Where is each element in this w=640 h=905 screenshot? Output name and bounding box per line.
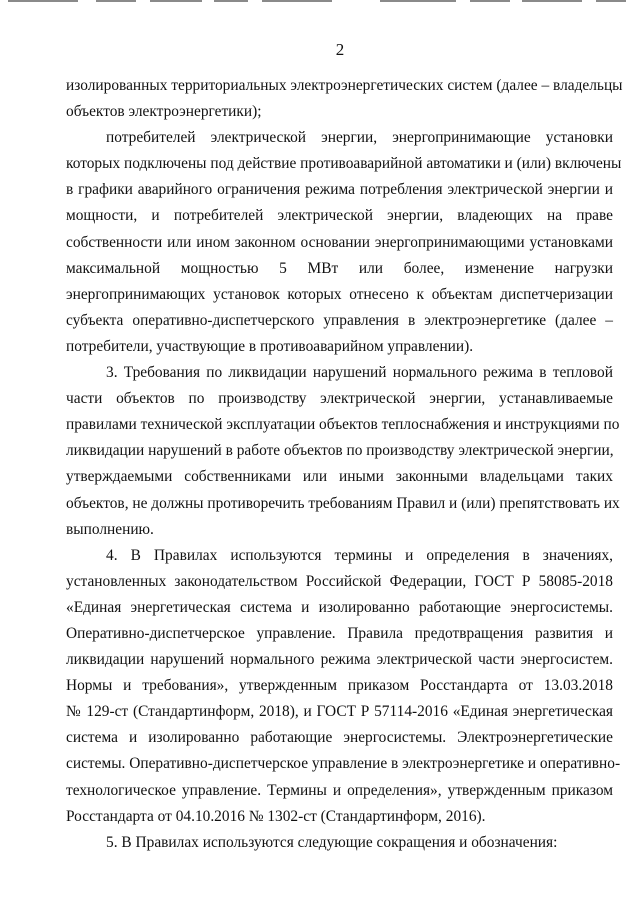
text-line: субъекта оперативно-диспетчерского управления в электроэнергетике (далее – — [66, 311, 613, 329]
paragraph — [66, 360, 620, 543]
paragraph — [66, 73, 623, 125]
text-line: энергопринимающих установок которых отнесено к объектам диспетчеризации — [66, 285, 613, 303]
text-line: 4. В Правилах используются термины и определения в значениях, — [106, 546, 613, 564]
text-line: выполнению. — [66, 520, 154, 538]
text-line: установленных законодательством Российской Федерации, ГОСТ Р 58085-2018 — [66, 572, 613, 590]
text-line: объектов электроэнергетики); — [66, 103, 262, 121]
text-line: которых подключены под действие противоаварийной автоматики и (или) включены — [66, 155, 622, 173]
text-line: максимальной мощностью 5 МВт или более, изменение нагрузки — [66, 259, 613, 277]
text-line: 5. В Правилах используются следующие сокращения и обозначения: — [106, 833, 558, 851]
text-line: объектов, не должны противоречить требованиям Правил и (или) препятствовать их — [66, 494, 620, 512]
text-line: ликвидации нарушений в работе объектов по производству электрической энергии, — [66, 442, 614, 460]
text-line: Росстандарта от 04.10.2016 № 1302-ст (Стандартинформ, 2016). — [66, 807, 486, 825]
text-line: ликвидации нарушений нормального режима электрической части энергосистем. — [66, 651, 613, 669]
scan-edge-artifact — [0, 0, 640, 4]
text-line: потребителей электрической энергии, энергопринимающие установки — [106, 129, 613, 147]
text-line: технологическое управление. Термины и определения», утвержденным приказом — [66, 781, 613, 799]
text-line: потребители, участвующие в противоаварийном управлении). — [66, 337, 474, 355]
text-line: Оперативно-диспетчерское управление. Правила предотвращения развития и — [66, 624, 613, 642]
text-line: «Единая энергетическая система и изолированно работающие энергосистемы. — [66, 598, 613, 616]
paragraph — [66, 830, 613, 856]
text-line: части объектов по производству электрической энергии, устанавливаемые — [66, 390, 613, 408]
text-line: системы. Оперативно-диспетчерское управление в электроэнергетике и оперативно- — [66, 755, 621, 773]
paragraph — [66, 125, 622, 360]
text-line: 3. Требования по ликвидации нарушений нормального режима в тепловой — [106, 364, 613, 382]
document-body — [66, 73, 623, 856]
text-line: Нормы и требования», утвержденным приказом Росстандарта от 13.03.2018 — [66, 677, 613, 695]
text-line: мощности, и потребителей электрической энергии, владеющих на праве — [66, 207, 613, 225]
text-line: система и изолированно работающие энергосистемы. Электроэнергетические — [66, 729, 613, 747]
text-line: в графики аварийного ограничения режима потребления электрической энергии и — [66, 181, 613, 199]
text-line: собственности или ином законном основании энергопринимающими установками — [66, 233, 613, 251]
text-line: № 129-ст (Стандартинформ, 2018), и ГОСТ Р 57114-2016 «Единая энергетическая — [66, 703, 613, 721]
page-number: 2 — [335, 40, 345, 59]
text-line: правилами технической эксплуатации объектов теплоснабжения и инструкциями по — [66, 416, 620, 434]
paragraph — [66, 543, 621, 830]
text-line: утверждаемыми собственниками или иными законными владельцами таких — [66, 468, 613, 486]
text-line: изолированных территориальных электроэнергетических систем (далее – владельцы — [66, 77, 623, 94]
